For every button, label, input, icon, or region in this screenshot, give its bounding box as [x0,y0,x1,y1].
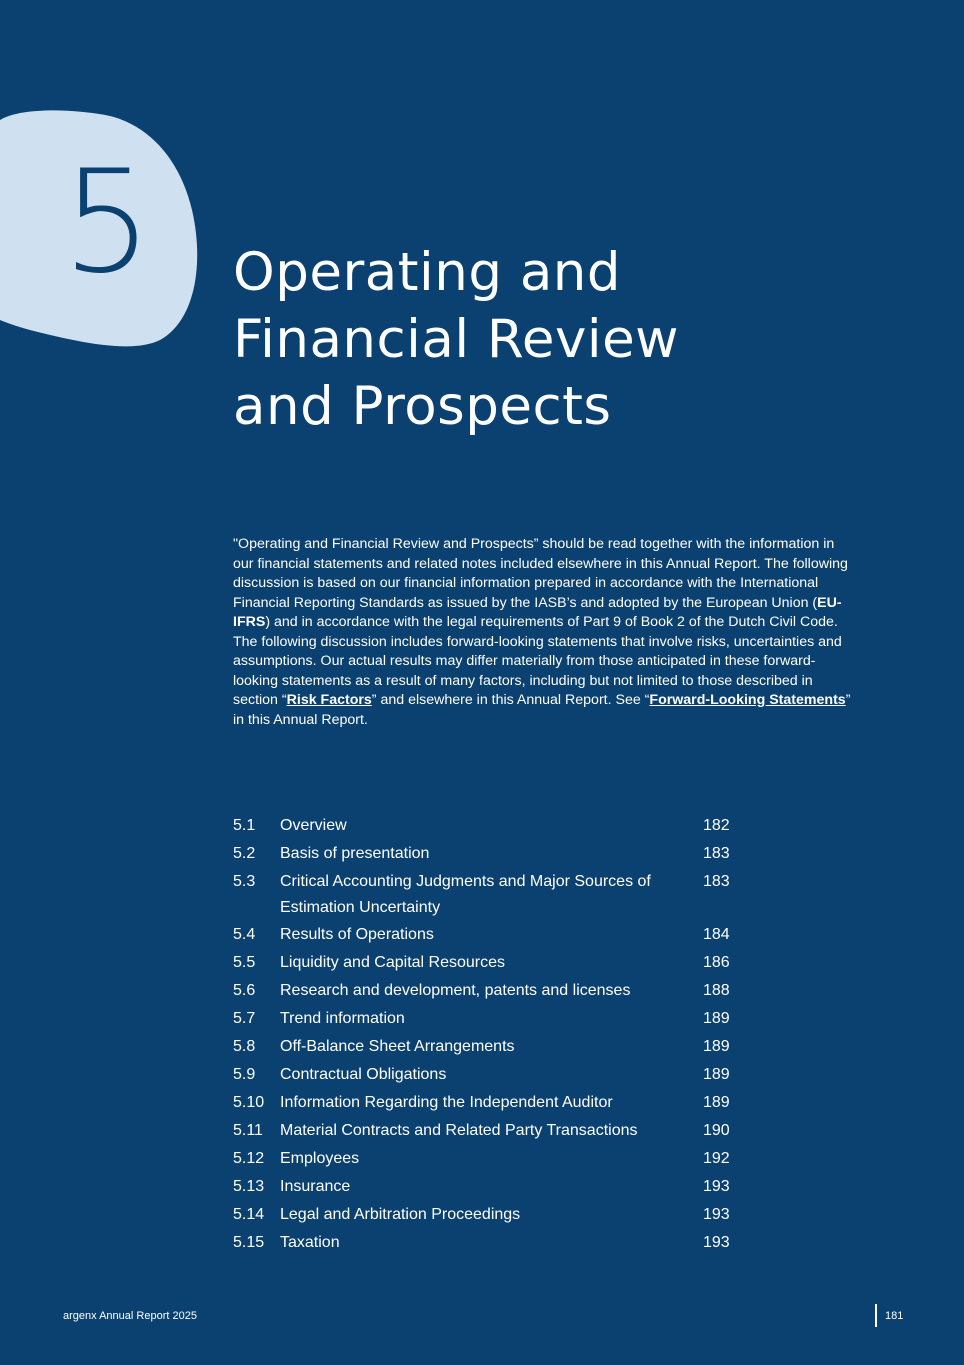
intro-text: ” and elsewhere in this Annual Report. See “ [371,692,650,708]
toc-entry[interactable] [233,1173,753,1201]
toc-page: 192 [703,1150,730,1167]
toc-page: 182 [703,817,730,834]
toc-page: 186 [703,954,730,971]
toc-number: 5.4 [233,926,256,943]
toc-title: Overview [280,817,347,834]
footer-divider [875,1304,877,1327]
footer-report-name: argenx Annual Report 2025 [63,1310,197,1322]
toc-number: 5.12 [233,1150,265,1167]
toc-page: 183 [703,873,730,890]
toc-number: 5.11 [233,1122,263,1139]
toc-title: Liquidity and Capital Resources [280,954,506,971]
toc-entry[interactable] [233,921,753,949]
toc-title: Trend information [280,1010,405,1027]
toc-entry[interactable] [233,949,753,977]
toc-number: 5.10 [233,1094,265,1111]
toc-page: 189 [703,1066,730,1083]
chapter-title-line: Operating and [233,242,622,303]
toc-title: Results of Operations [280,926,434,943]
footer-page-number: 181 [885,1310,904,1322]
toc-page: 190 [703,1122,730,1139]
intro-text: "Operating and Financial Review and Prospects” should be read together with the information in our financial statements and related notes included elsewhere in this Annual Report. The following discussion is based on our financial information prepared in accordance with the International Financial Reporting Standards as issued by the IASB’s and adopted by the European Union ( [233,536,848,611]
toc-number: 5.14 [233,1206,265,1223]
toc-page: 193 [703,1206,730,1223]
toc-number: 5.8 [233,1038,256,1055]
toc-entry[interactable] [233,1117,753,1145]
toc-entry[interactable] [233,840,753,868]
toc-number: 5.9 [233,1066,256,1083]
toc-title: Basis of presentation [280,845,430,862]
toc-entry[interactable] [233,1005,753,1033]
toc-number: 5.1 [233,817,256,834]
table-of-contents [233,812,753,1257]
intro-text: ) and in accordance with the legal requirements of Part 9 of Book 2 of the Dutch Civil Code. The following discussion includes forward-looking statements that involve risks, uncertainties and assumptions. Our actual results may differ materially from those anticipated in these forward-looking statements as a result of many factors, including but not limited to those described in section “ [233,614,842,708]
toc-page: 189 [703,1094,730,1111]
toc-title: Insurance [280,1178,351,1195]
toc-number: 5.13 [233,1178,265,1195]
toc-entry[interactable] [233,1201,753,1229]
chapter-title-line: Financial Review [233,309,680,370]
toc-entry[interactable] [233,1033,753,1061]
toc-number: 5.5 [233,954,256,971]
toc-page: 193 [703,1178,730,1195]
toc-entry[interactable] [233,1061,753,1089]
toc-number: 5.6 [233,982,256,999]
chapter-title-line: and Prospects [233,376,612,437]
toc-page: 193 [703,1234,730,1251]
toc-title: Legal and Arbitration Proceedings [280,1206,521,1223]
toc-title: Contractual Obligations [280,1066,447,1083]
chapter-title [233,239,679,440]
toc-number: 5.15 [233,1234,265,1251]
toc-entry[interactable] [233,1145,753,1173]
toc-page: 189 [703,1038,730,1055]
forward-looking-statements-link[interactable]: Forward-Looking Statements [649,692,846,708]
toc-entry[interactable] [233,977,753,1005]
toc-number: 5.2 [233,845,256,862]
toc-page: 188 [703,982,730,999]
toc-page: 183 [703,845,730,862]
chapter-number: 5 [62,140,153,305]
intro-text: ” in this Annual Report. [233,692,851,728]
toc-title: Off-Balance Sheet Arrangements [280,1038,515,1055]
eu-ifrs-term: EU-IFRS [233,594,842,630]
toc-title: Material Contracts and Related Party Transactions [280,1122,638,1139]
intro-paragraph [233,535,858,730]
toc-entry[interactable] [233,868,753,921]
toc-title: Information Regarding the Independent Auditor [280,1094,613,1111]
toc-title: Employees [280,1150,360,1167]
toc-title: Taxation [280,1234,340,1251]
toc-title: Critical Accounting Judgments and Major Sources of Estimation Uncertainty [280,873,651,916]
toc-number: 5.3 [233,873,256,890]
toc-entry[interactable] [233,1089,753,1117]
toc-title: Research and development, patents and licenses [280,982,631,999]
toc-page: 184 [703,926,730,943]
toc-entry[interactable] [233,812,753,840]
toc-page: 189 [703,1010,730,1027]
toc-number: 5.7 [233,1010,256,1027]
risk-factors-link[interactable]: Risk Factors [286,692,372,708]
toc-entry[interactable] [233,1229,753,1257]
